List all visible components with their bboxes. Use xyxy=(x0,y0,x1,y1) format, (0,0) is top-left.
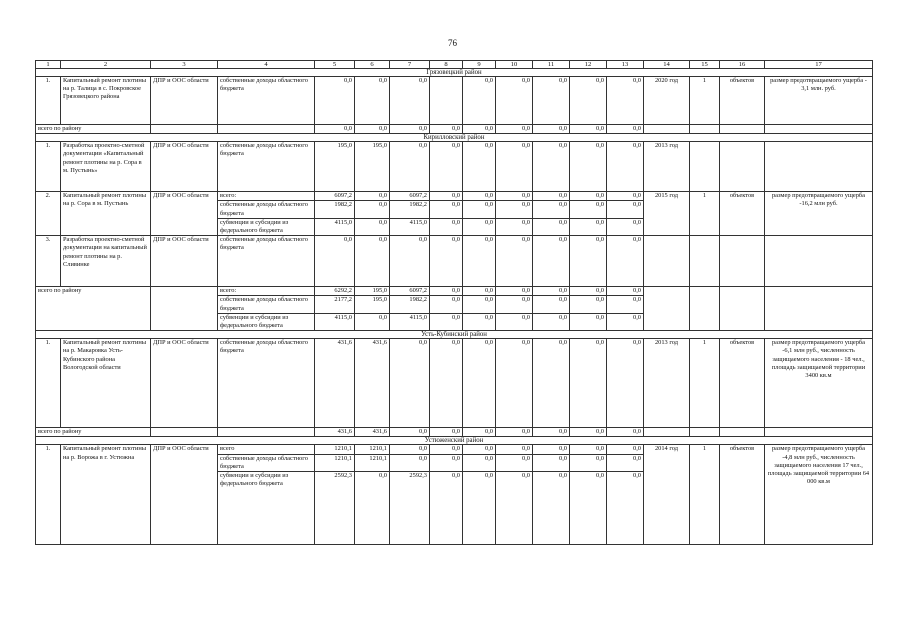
amount-cell: 0,0 xyxy=(496,201,533,218)
district-name: Устюженский район xyxy=(36,437,873,445)
table-cell xyxy=(644,428,690,437)
project-quantity xyxy=(690,236,720,287)
amount-cell: 0,0 xyxy=(570,454,607,471)
amount-cell: 0,0 xyxy=(496,218,533,235)
table-cell xyxy=(720,125,765,134)
funding-source xyxy=(218,428,315,437)
table-cell xyxy=(690,428,720,437)
table-row xyxy=(36,142,873,192)
amount-cell: 6097,2 xyxy=(315,192,355,201)
funding-source: субвенции и субсидии из федерального бюджета xyxy=(218,472,315,545)
amount-cell: 0,0 xyxy=(463,236,496,287)
amount-cell: 431,6 xyxy=(355,339,390,428)
project-executor: ДПР и ООС области xyxy=(151,339,218,428)
amount-cell: 0,0 xyxy=(355,125,390,134)
column-number: 15 xyxy=(690,61,720,69)
amount-cell: 0,0 xyxy=(570,218,607,235)
district-name: Кирилловский район xyxy=(36,134,873,142)
amount-cell: 0,0 xyxy=(496,445,533,454)
amount-cell: 0,0 xyxy=(390,445,430,454)
amount-cell: 0,0 xyxy=(533,428,570,437)
amount-cell: 0,0 xyxy=(430,142,463,192)
project-year: 2013 год xyxy=(644,339,690,428)
project-title: Капитальный ремонт плотины на р. Талица в с. Покровское Грязовецкого района xyxy=(61,77,151,125)
amount-cell: 1982,2 xyxy=(390,201,430,218)
amount-cell: 0,0 xyxy=(390,454,430,471)
amount-cell: 0,0 xyxy=(607,472,644,545)
project-executor: ДПР и ООС области xyxy=(151,77,218,125)
amount-cell: 4115,0 xyxy=(390,313,430,330)
amount-cell: 0,0 xyxy=(533,287,570,296)
amount-cell: 0,0 xyxy=(463,296,496,313)
amount-cell: 1982,2 xyxy=(315,201,355,218)
amount-cell: 0,0 xyxy=(463,428,496,437)
amount-cell: 0,0 xyxy=(607,218,644,235)
amount-cell: 0,0 xyxy=(430,454,463,471)
amount-cell: 0,0 xyxy=(463,125,496,134)
amount-cell: 0,0 xyxy=(533,236,570,287)
amount-cell: 0,0 xyxy=(315,125,355,134)
amount-cell: 0,0 xyxy=(570,287,607,296)
project-executor: ДПР и ООС области xyxy=(151,192,218,236)
amount-cell: 0,0 xyxy=(355,201,390,218)
column-number: 16 xyxy=(720,61,765,69)
project-unit xyxy=(720,236,765,287)
amount-cell: 0,0 xyxy=(533,77,570,125)
column-number: 6 xyxy=(355,61,390,69)
funding-source: субвенции и субсидии из федерального бюджета xyxy=(218,313,315,330)
project-unit xyxy=(720,142,765,192)
funding-source: собственные доходы областного бюджета xyxy=(218,454,315,471)
project-title: Капитальный ремонт плотины на р. Ворожа в г. Устюжна xyxy=(61,445,151,545)
amount-cell: 0,0 xyxy=(533,472,570,545)
amount-cell: 0,0 xyxy=(390,339,430,428)
table-row xyxy=(36,77,873,125)
amount-cell: 1210,1 xyxy=(355,454,390,471)
amount-cell: 0,0 xyxy=(430,236,463,287)
amount-cell: 1210,1 xyxy=(355,445,390,454)
table-row xyxy=(36,236,873,287)
amount-cell: 0,0 xyxy=(430,428,463,437)
amount-cell: 0,0 xyxy=(496,236,533,287)
table-cell xyxy=(765,428,873,437)
amount-cell: 1210,1 xyxy=(315,454,355,471)
district-total-row xyxy=(36,125,873,134)
amount-cell: 431,6 xyxy=(315,428,355,437)
amount-cell: 0,0 xyxy=(496,428,533,437)
amount-cell: 0,0 xyxy=(315,236,355,287)
project-quantity xyxy=(690,142,720,192)
amount-cell: 0,0 xyxy=(533,201,570,218)
column-number: 9 xyxy=(463,61,496,69)
amount-cell: 0,0 xyxy=(430,339,463,428)
table-cell xyxy=(690,287,720,331)
project-title: Капитальный ремонт плотины на р. Макаровка Усть-Кубинского района Вологодской области xyxy=(61,339,151,428)
project-year: 2020 год xyxy=(644,77,690,125)
amount-cell: 0,0 xyxy=(570,472,607,545)
project-indicator: размер предотвращаемого ущерба -16,2 млн руб. xyxy=(765,192,873,236)
amount-cell: 0,0 xyxy=(315,77,355,125)
project-indicator xyxy=(765,236,873,287)
amount-cell: 0,0 xyxy=(430,313,463,330)
amount-cell: 0,0 xyxy=(355,192,390,201)
amount-cell: 0,0 xyxy=(496,77,533,125)
amount-cell: 0,0 xyxy=(570,125,607,134)
amount-cell: 1982,2 xyxy=(390,296,430,313)
amount-cell: 195,0 xyxy=(355,287,390,296)
funding-source: субвенции и субсидии из федерального бюджета xyxy=(218,218,315,235)
amount-cell: 0,0 xyxy=(355,77,390,125)
amount-cell: 0,0 xyxy=(430,296,463,313)
amount-cell: 0,0 xyxy=(463,454,496,471)
table-cell xyxy=(151,287,218,331)
district-name: Грязовецкий район xyxy=(36,69,873,77)
amount-cell: 0,0 xyxy=(463,142,496,192)
amount-cell: 0,0 xyxy=(533,192,570,201)
table-row xyxy=(36,339,873,428)
total-label: всего по району xyxy=(36,125,151,134)
table-cell xyxy=(720,428,765,437)
project-indicator xyxy=(765,142,873,192)
funding-source: всего: xyxy=(218,287,315,296)
amount-cell: 0,0 xyxy=(607,428,644,437)
amount-cell: 431,6 xyxy=(315,339,355,428)
funding-source: собственные доходы областного бюджета xyxy=(218,236,315,287)
amount-cell: 0,0 xyxy=(430,192,463,201)
table-cell xyxy=(765,125,873,134)
column-number-row xyxy=(36,61,873,69)
amount-cell: 0,0 xyxy=(496,339,533,428)
amount-cell: 2177,2 xyxy=(315,296,355,313)
amount-cell: 0,0 xyxy=(390,428,430,437)
table-cell xyxy=(151,125,218,134)
page-number: 76 xyxy=(448,38,457,48)
project-number: 1. xyxy=(36,445,61,545)
amount-cell: 0,0 xyxy=(430,201,463,218)
amount-cell: 0,0 xyxy=(607,287,644,296)
amount-cell: 0,0 xyxy=(570,236,607,287)
amount-cell: 0,0 xyxy=(570,445,607,454)
project-executor: ДПР и ООС области xyxy=(151,142,218,192)
amount-cell: 0,0 xyxy=(570,313,607,330)
project-number: 1. xyxy=(36,339,61,428)
project-quantity: 1 xyxy=(690,77,720,125)
column-number: 8 xyxy=(430,61,463,69)
amount-cell: 0,0 xyxy=(533,296,570,313)
amount-cell: 0,0 xyxy=(463,287,496,296)
project-title: Разработка проектно-сметной документации «Капитальный ремонт плотины на р. Сора в м. Пустынь» xyxy=(61,142,151,192)
project-year xyxy=(644,236,690,287)
amount-cell: 0,0 xyxy=(607,142,644,192)
project-quantity: 1 xyxy=(690,339,720,428)
amount-cell: 195,0 xyxy=(315,142,355,192)
funding-source: всего: xyxy=(218,192,315,201)
amount-cell: 0,0 xyxy=(570,142,607,192)
budget-table-sheet xyxy=(35,60,872,545)
project-number: 2. xyxy=(36,192,61,236)
project-number: 1. xyxy=(36,142,61,192)
amount-cell: 6292,2 xyxy=(315,287,355,296)
column-number: 13 xyxy=(607,61,644,69)
amount-cell: 431,6 xyxy=(355,428,390,437)
column-number: 4 xyxy=(218,61,315,69)
table-cell xyxy=(720,287,765,331)
amount-cell: 0,0 xyxy=(570,201,607,218)
amount-cell: 4115,0 xyxy=(315,218,355,235)
amount-cell: 0,0 xyxy=(607,339,644,428)
amount-cell: 0,0 xyxy=(607,296,644,313)
funding-source: собственные доходы областного бюджета xyxy=(218,142,315,192)
table-cell xyxy=(644,287,690,331)
project-title: Капитальный ремонт плотины на р. Сора в м. Пустынь xyxy=(61,192,151,236)
column-number: 2 xyxy=(61,61,151,69)
amount-cell: 0,0 xyxy=(355,313,390,330)
table-cell xyxy=(644,125,690,134)
table-cell xyxy=(151,428,218,437)
amount-cell: 0,0 xyxy=(607,192,644,201)
amount-cell: 0,0 xyxy=(570,192,607,201)
amount-cell: 195,0 xyxy=(355,296,390,313)
amount-cell: 0,0 xyxy=(496,472,533,545)
amount-cell: 0,0 xyxy=(390,142,430,192)
amount-cell: 0,0 xyxy=(463,77,496,125)
funding-source: собственные доходы областного бюджета xyxy=(218,77,315,125)
amount-cell: 195,0 xyxy=(355,142,390,192)
amount-cell: 0,0 xyxy=(570,428,607,437)
amount-cell: 6097,2 xyxy=(390,192,430,201)
amount-cell: 0,0 xyxy=(607,454,644,471)
district-total-row xyxy=(36,428,873,437)
amount-cell: 0,0 xyxy=(430,287,463,296)
district-header-row xyxy=(36,331,873,339)
column-number: 7 xyxy=(390,61,430,69)
project-indicator: размер предотвращаемого ущерба - 3,1 млн. руб. xyxy=(765,77,873,125)
total-label: всего по району xyxy=(36,287,151,331)
project-number: 1. xyxy=(36,77,61,125)
amount-cell: 0,0 xyxy=(607,125,644,134)
amount-cell: 4115,0 xyxy=(315,313,355,330)
amount-cell: 6097,2 xyxy=(390,287,430,296)
column-number: 1 xyxy=(36,61,61,69)
amount-cell: 0,0 xyxy=(390,77,430,125)
amount-cell: 0,0 xyxy=(496,287,533,296)
project-unit: объектов xyxy=(720,339,765,428)
table-cell xyxy=(690,125,720,134)
project-executor: ДПР и ООС области xyxy=(151,236,218,287)
column-number: 11 xyxy=(533,61,570,69)
amount-cell: 0,0 xyxy=(390,236,430,287)
amount-cell: 0,0 xyxy=(607,77,644,125)
amount-cell: 0,0 xyxy=(463,218,496,235)
district-header-row xyxy=(36,437,873,445)
district-header-row xyxy=(36,134,873,142)
column-number: 5 xyxy=(315,61,355,69)
amount-cell: 0,0 xyxy=(430,445,463,454)
amount-cell: 0,0 xyxy=(533,445,570,454)
amount-cell: 0,0 xyxy=(463,313,496,330)
amount-cell: 0,0 xyxy=(607,313,644,330)
amount-cell: 0,0 xyxy=(430,472,463,545)
amount-cell: 0,0 xyxy=(390,125,430,134)
amount-cell: 0,0 xyxy=(463,339,496,428)
amount-cell: 0,0 xyxy=(607,201,644,218)
amount-cell: 0,0 xyxy=(463,201,496,218)
amount-cell: 0,0 xyxy=(570,339,607,428)
district-header-row xyxy=(36,69,873,77)
project-unit: объектов xyxy=(720,77,765,125)
column-number: 12 xyxy=(570,61,607,69)
amount-cell: 0,0 xyxy=(533,313,570,330)
district-name: Усть-Кубинский район xyxy=(36,331,873,339)
amount-cell: 0,0 xyxy=(607,236,644,287)
project-year: 2014 год xyxy=(644,445,690,545)
column-number: 17 xyxy=(765,61,873,69)
funding-source xyxy=(218,125,315,134)
amount-cell: 1210,1 xyxy=(315,445,355,454)
table-row xyxy=(36,192,873,201)
project-quantity: 1 xyxy=(690,445,720,545)
amount-cell xyxy=(430,77,463,125)
amount-cell: 0,0 xyxy=(463,192,496,201)
amount-cell: 0,0 xyxy=(463,445,496,454)
project-year: 2013 год xyxy=(644,142,690,192)
column-number: 14 xyxy=(644,61,690,69)
amount-cell: 0,0 xyxy=(496,142,533,192)
funding-source: всего xyxy=(218,445,315,454)
project-quantity: 1 xyxy=(690,192,720,236)
district-total-row xyxy=(36,287,873,296)
funding-source: собственные доходы областного бюджета xyxy=(218,339,315,428)
amount-cell: 0,0 xyxy=(463,472,496,545)
amount-cell: 0,0 xyxy=(533,125,570,134)
project-unit: объектов xyxy=(720,192,765,236)
amount-cell: 2592,3 xyxy=(315,472,355,545)
amount-cell: 0,0 xyxy=(496,296,533,313)
amount-cell: 0,0 xyxy=(430,125,463,134)
project-indicator: размер предотвращаемого ущерба -6,1 млн руб., численность защищаемого населения - 18 чел., площадь защищаемой территории 3400 кв.м xyxy=(765,339,873,428)
amount-cell: 0,0 xyxy=(355,236,390,287)
amount-cell: 0,0 xyxy=(496,454,533,471)
amount-cell: 0,0 xyxy=(355,472,390,545)
amount-cell: 0,0 xyxy=(533,339,570,428)
column-number: 3 xyxy=(151,61,218,69)
table-row xyxy=(36,445,873,454)
amount-cell: 0,0 xyxy=(533,142,570,192)
amount-cell: 0,0 xyxy=(533,454,570,471)
budget-table xyxy=(35,60,873,545)
project-year: 2015 год xyxy=(644,192,690,236)
project-executor: ДПР и ООС области xyxy=(151,445,218,545)
amount-cell: 2592,3 xyxy=(390,472,430,545)
project-unit: объектов xyxy=(720,445,765,545)
amount-cell: 0,0 xyxy=(496,192,533,201)
amount-cell: 0,0 xyxy=(496,313,533,330)
project-title: Разработка проектно-сметной документации на капитальный ремонт плотины на р. Сливинке xyxy=(61,236,151,287)
total-label: всего по району xyxy=(36,428,151,437)
amount-cell: 0,0 xyxy=(355,218,390,235)
amount-cell: 0,0 xyxy=(430,218,463,235)
project-number: 3. xyxy=(36,236,61,287)
funding-source: собственные доходы областного бюджета xyxy=(218,296,315,313)
amount-cell: 0,0 xyxy=(496,125,533,134)
funding-source: собственные доходы областного бюджета xyxy=(218,201,315,218)
column-number: 10 xyxy=(496,61,533,69)
amount-cell: 0,0 xyxy=(533,218,570,235)
amount-cell: 0,0 xyxy=(570,296,607,313)
project-indicator: размер предотвращаемого ущерба -4,8 млн руб., численность защищаемого населения 17 чел., площадь защищаемой территории 64 000 кв.м xyxy=(765,445,873,545)
amount-cell: 4115,0 xyxy=(390,218,430,235)
table-cell xyxy=(765,287,873,331)
amount-cell: 0,0 xyxy=(570,77,607,125)
amount-cell: 0,0 xyxy=(607,445,644,454)
